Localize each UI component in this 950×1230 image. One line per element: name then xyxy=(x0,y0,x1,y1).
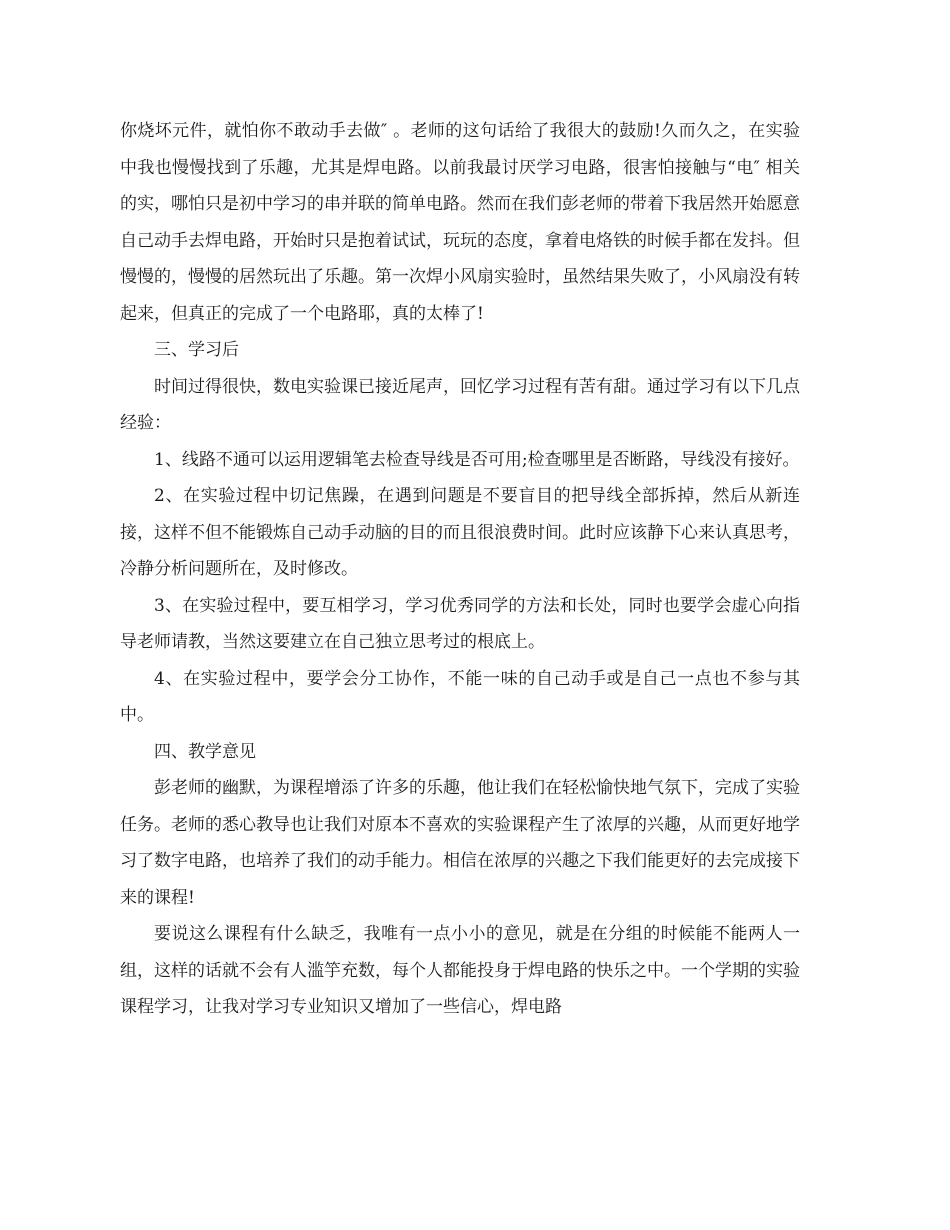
paragraph: 要说这么课程有什么缺乏，我唯有一点小小的意见，就是在分组的时候能不能两人一组，这样的话就不会有人滥竽充数，每个人都能投身于焊电路的快乐之中。一个学期的实验课程学习，让我对学习专业知识又增加了一些信心，焊电路 xyxy=(120,924,800,1017)
section-heading-teaching-opinion: 四、教学意见 xyxy=(154,741,256,762)
paragraph: 彭老师的幽默，为课程增添了许多的乐趣，他让我们在轻松愉快地气氛下，完成了实验任务。老师的悉心教导也让我们对原本不喜欢的实验课程产生了浓厚的兴趣，从而更好地学习了数字电路，也培养了我们的动手能力。相信在浓厚的兴趣之下我们能更好的去完成接下来的课程! xyxy=(120,778,800,908)
list-item: 1、线路不通可以运用逻辑笔去检查导线是否可用;检查哪里是否断路，导线没有接好。 xyxy=(154,449,800,470)
section-heading-after-study: 三、学习后 xyxy=(154,340,239,360)
list-item: 4、在实验过程中，要学会分工协作，不能一味的自己动手或是自己一点也不参与其中。 xyxy=(120,668,800,725)
paragraph: 时间过得很快，数电实验课已接近尾声，回忆学习过程有苦有甜。通过学习有以下几点经验： xyxy=(120,376,800,433)
document-body xyxy=(120,113,800,1026)
list-item: 3、在实验过程中，要互相学习，学习优秀同学的方法和长处，同时也要学会虚心向指导老师请教，当然这要建立在自己独立思考过的根底上。 xyxy=(120,595,800,652)
paragraph-continued: 你烧坏元件，就怕你不敢动手去做″ 。老师的这句话给了我很大的鼓励!久而久之，在实验中我也慢慢找到了乐趣，尤其是焊电路。以前我最讨厌学习电路，很害怕接触与“电″ 相关的实，哪怕只是初中学习的串并联的简单电路。然而在我们彭老师的带着下我居然开始愿意自己动手去焊电路，开始时只是抱着试试，玩玩的态度，拿着电烙铁的时候手都在发抖。但慢慢的，慢慢的居然玩出了乐趣。第一次焊小风扇实验时，虽然结果失败了，小风扇没有转起来，但真正的完成了一个电路耶，真的太棒了! xyxy=(120,121,800,324)
list-item: 2、在实验过程中切记焦躁，在遇到问题是不要盲目的把导线全部拆掉，然后从新连接，这样不但不能锻炼自己动手动脑的目的而且很浪费时间。此时应该静下心来认真思考，冷静分析问题所在，及时修改。 xyxy=(120,486,800,579)
